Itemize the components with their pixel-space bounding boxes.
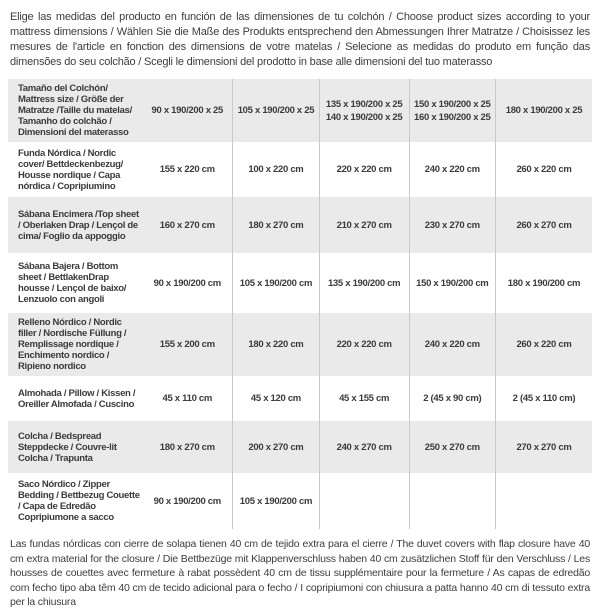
- size-cell: 150 x 190/200 cm: [409, 253, 495, 313]
- size-cell: 105 x 190/200 cm: [232, 473, 318, 529]
- size-cell: 270 x 270 cm: [495, 421, 592, 473]
- size-cell: 90 x 190/200 x 25: [151, 105, 224, 116]
- size-cell: 200 x 270 cm: [232, 421, 318, 473]
- table-row: [8, 421, 592, 473]
- row-label: Almohada / Pillow / Kissen / Oreiller Almofada / Cuscino: [18, 387, 136, 410]
- size-cell: 210 x 270 cm: [319, 197, 409, 253]
- size-cell: 45 x 155 cm: [319, 376, 409, 421]
- size-cell: 180 x 190/200 x 25: [495, 79, 592, 142]
- size-cell: 240 x 220 cm: [409, 142, 495, 197]
- row-label: Colcha / Bedspread Steppdecke / Couvre-lit Colcha / Trapunta: [18, 430, 117, 464]
- size-cell: 260 x 220 cm: [495, 313, 592, 376]
- size-cell: 45 x 120 cm: [232, 376, 318, 421]
- row-label: Sábana Bajera / Bottom sheet / BettlakenDrap housse / Lençol de baixo/ Lenzuolo con angoli: [18, 261, 127, 305]
- size-cell: 230 x 270 cm: [409, 197, 495, 253]
- size-cell: 260 x 270 cm: [495, 197, 592, 253]
- size-cell: 240 x 270 cm: [319, 421, 409, 473]
- size-cell: 45 x 110 cm: [162, 393, 213, 404]
- size-cell: 100 x 220 cm: [232, 142, 318, 197]
- size-cell: 180 x 270 cm: [232, 197, 318, 253]
- size-cell: [495, 473, 592, 529]
- size-cell: 220 x 220 cm: [319, 142, 409, 197]
- footnote-text: Las fundas nórdicas con cierre de solapa tienen 40 cm de tejido extra para el cierre / The duvet covers with flap closure have 40 cm extra material for the closure / Die Bettbezüge mit Klappenverschluss haben 40 cm zusätzlichen Stoff für den Verschluss / Les housses de couettes avec fermeture à rabat possèdent 40 cm de tissu supplémentaire pour la fermeture / As capas de edredão com fecho tipo aba têm 40 cm de tecido adicional para o fecho / I copripiumoni con chiusura a patta hanno 40 cm di tessuto extra per la chiusura: [10, 538, 590, 608]
- row-label: Tamaño del Colchón/ Mattress size / Größe der Matratze /Taille du matelas/ Tamanho do colchão / Dimensioni del materasso: [18, 83, 132, 138]
- size-cell: 105 x 190/200 cm: [232, 253, 318, 313]
- intro-text: Elige las medidas del producto en función de las dimensiones de tu colchón / Choose product sizes according to your mattress dimensions / Wählen Sie die Maße des Produkts entsprechend den Abmessungen Ihrer Matratze / Choisissez les mesures de l'article en fonction des dimensions de votre matelas / Selecione as medidas do produto em função das dimensões do seu colchão / Scegli le dimensioni del prodotto in base alle dimensioni del tuo materasso: [10, 11, 590, 68]
- size-table: [8, 79, 592, 529]
- row-label: Funda Nórdica / Nordic cover/ Bettdeckenbezug/ Housse nordique / Capa nórdica / Copripiumino: [18, 147, 124, 192]
- table-row: [8, 253, 592, 313]
- size-cell: 90 x 190/200 cm: [153, 495, 221, 507]
- size-cell: 2 (45 x 90 cm): [409, 376, 495, 421]
- size-cell: 135 x 190/200 x 25 140 x 190/200 x 25: [319, 79, 409, 142]
- row-label: Sábana Encimera /Top sheet / Oberlaken Drap / Lençol de cima/ Foglio da appoggio: [18, 208, 139, 242]
- table-row: [8, 313, 592, 376]
- size-cell: 155 x 220 cm: [159, 164, 215, 175]
- size-cell: 180 x 270 cm: [159, 441, 215, 453]
- table-row: [8, 197, 592, 253]
- size-cell: 250 x 270 cm: [409, 421, 495, 473]
- size-cell: 220 x 220 cm: [319, 313, 409, 376]
- size-cell: 180 x 190/200 cm: [495, 253, 592, 313]
- size-cell: 135 x 190/200 cm: [319, 253, 409, 313]
- row-label: Relleno Nórdico / Nordic filler / Nordische Füllung / Remplissage nordique / Enchimento nordico / Ripieno nordico: [18, 317, 127, 372]
- size-cell: 155 x 200 cm: [159, 339, 215, 350]
- table-row: [8, 376, 592, 421]
- size-cell: 260 x 220 cm: [495, 142, 592, 197]
- size-cell: 150 x 190/200 x 25 160 x 190/200 x 25: [409, 79, 495, 142]
- size-cell: [319, 473, 409, 529]
- size-cell: 90 x 190/200 cm: [153, 277, 221, 289]
- table-row: [8, 142, 592, 197]
- size-cell: 180 x 220 cm: [232, 313, 318, 376]
- size-cell: 2 (45 x 110 cm): [495, 376, 592, 421]
- table-row: [8, 473, 592, 529]
- size-cell: 160 x 270 cm: [159, 219, 215, 231]
- size-cell: 105 x 190/200 x 25: [232, 79, 318, 142]
- size-cell: [409, 473, 495, 529]
- size-cell: 240 x 220 cm: [409, 313, 495, 376]
- row-label: Saco Nórdico / Zipper Bedding / Bettbezug Couette / Capa de Edredão Copripiumone a sacco: [18, 479, 140, 523]
- table-row: [8, 79, 592, 142]
